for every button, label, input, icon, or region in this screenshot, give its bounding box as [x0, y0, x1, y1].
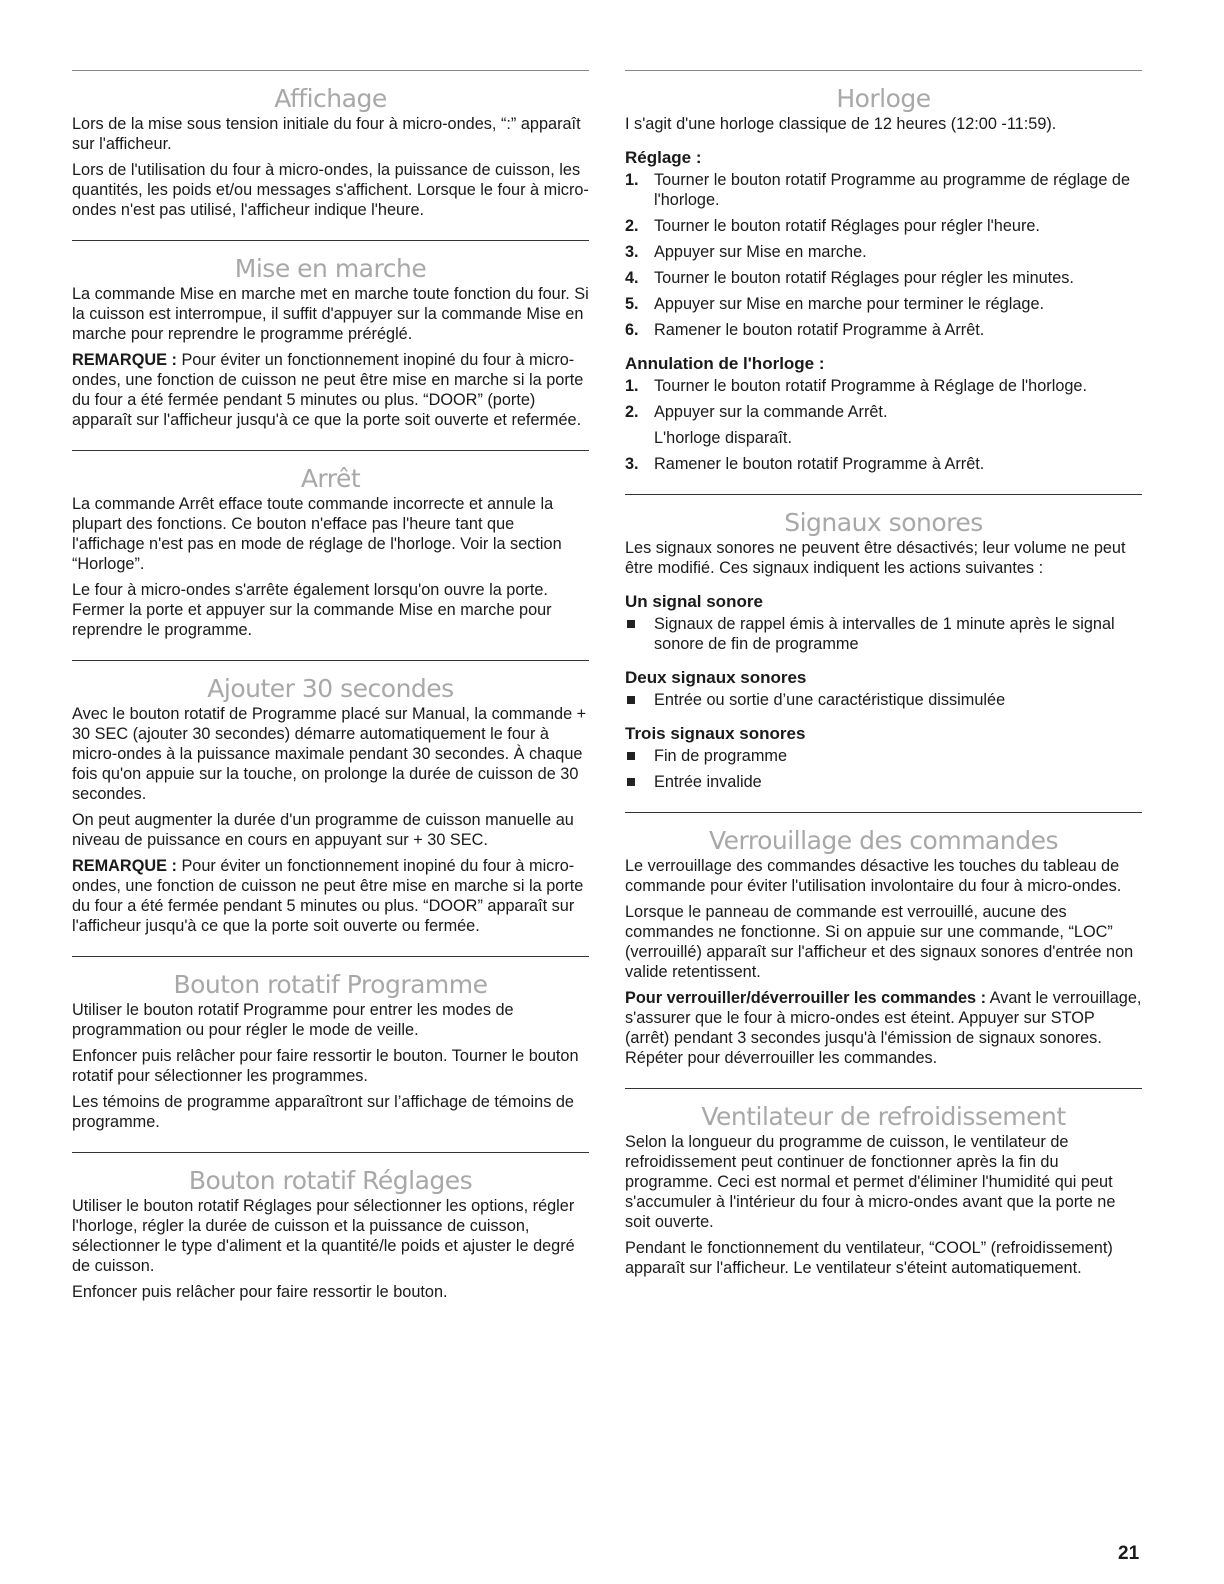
step-number: 6. — [625, 321, 639, 339]
bullet-text: Entrée invalide — [654, 773, 762, 791]
step-text: Tourner le bouton rotatif Réglages pour régler les minutes. — [654, 269, 1074, 287]
step-text: Appuyer sur la commande Arrêt. — [654, 403, 888, 421]
step-number: 4. — [625, 269, 639, 287]
section-title: Ajouter 30 secondes — [207, 674, 454, 703]
step-text: Tourner le bouton rotatif Programme au programme de réglage de l'horloge. — [654, 171, 1131, 209]
step-number: 2. — [625, 217, 639, 235]
numbered-step — [625, 170, 1142, 210]
bullet-item — [625, 746, 1142, 766]
paragraph: Lorsque le panneau de commande est verrouillé, aucune des commandes ne fonctionne. Si on appuie sur une commande, “LOC” (verrouillé) apparaît sur l'afficheur et des signaux sonores d'entrée non valide retentissent. — [625, 903, 1134, 981]
paragraph: Avec le bouton rotatif de Programme placé sur Manual, la commande + 30 SEC (ajouter 30 secondes) démarre automatiquement le four à micro-ondes à la puissance maximale pendant 30 secondes. À chaque fois qu'on appuie sur la touche, on prolonge la durée de cuisson de 30 secondes. — [72, 705, 587, 803]
step-number: 3. — [625, 455, 639, 473]
section-arret — [72, 450, 589, 660]
numbered-step — [625, 216, 1142, 236]
left-column — [72, 70, 589, 1322]
bullet-text: Signaux de rappel émis à intervalles de 1 minute après le signal sonore de fin de programme — [654, 615, 1115, 653]
paragraph: La commande Mise en marche met en marche toute fonction du four. Si la cuisson est interrompue, il suffit d'appuyer sur la commande Mise en marche pour reprendre le programme préréglé. — [72, 285, 589, 343]
section-title: Bouton rotatif Programme — [173, 970, 488, 999]
section-mise-en-marche — [72, 240, 589, 450]
section-title: Affichage — [274, 84, 387, 113]
note-paragraph — [72, 350, 589, 430]
paragraph: Selon la longueur du programme de cuisson, le ventilateur de refroidissement peut continuer de fonctionner après la fin du programme. Ceci est normal et permet d'éliminer l'humidité qui peut s'accumuler à l'intérieur du four à micro-ondes avant que la porte ne soit ouverte. — [625, 1133, 1116, 1231]
numbered-step — [625, 454, 1142, 474]
paragraph: I s'agit d'une horloge classique de 12 heures (12:00 -11:59). — [625, 115, 1057, 133]
paragraph: Utiliser le bouton rotatif Programme pour entrer les modes de programmation ou pour régler le mode de veille. — [72, 1001, 514, 1039]
paragraph: Utiliser le bouton rotatif Réglages pour sélectionner les options, régler l'horloge, régler la durée de cuisson et la puissance de cuisson, sélectionner le type d'aliment et la quantité/le poids et ajuster le degré de cuisson. — [72, 1197, 575, 1275]
bullet-item — [625, 690, 1142, 710]
note-label: Pour verrouiller/déverrouiller les commandes : — [625, 989, 987, 1007]
paragraph: Les signaux sonores ne peuvent être désactivés; leur volume ne peut être modifié. Ces signaux indiquent les actions suivantes : — [625, 539, 1126, 577]
subheading: Trois signaux sonores — [625, 724, 806, 743]
paragraph: Lors de la mise sous tension initiale du four à micro-ondes, “:” apparaît sur l'afficheur. — [72, 115, 581, 153]
step-text: Tourner le bouton rotatif Programme à Réglage de l'horloge. — [654, 377, 1088, 395]
step-text: Appuyer sur Mise en marche pour terminer le réglage. — [654, 295, 1045, 313]
numbered-step — [625, 376, 1142, 396]
section-verrouillage-des-commandes — [625, 812, 1142, 1088]
step-text: Tourner le bouton rotatif Réglages pour régler l'heure. — [654, 217, 1040, 235]
section-title: Ventilateur de refroidissement — [701, 1102, 1066, 1131]
numbered-step — [625, 268, 1142, 288]
section-title: Bouton rotatif Réglages — [188, 1166, 473, 1195]
paragraph: Pendant le fonctionnement du ventilateur, “COOL” (refroidissement) apparaît sur l'afficheur. Le ventilateur s'éteint automatiquement. — [625, 1239, 1113, 1277]
paragraph: Enfoncer puis relâcher pour faire ressortir le bouton. Tourner le bouton rotatif pour sélectionner les programmes. — [72, 1047, 579, 1085]
paragraph: Enfoncer puis relâcher pour faire ressortir le bouton. — [72, 1283, 448, 1301]
bullet-item — [625, 614, 1142, 654]
section-signaux-sonores — [625, 494, 1142, 812]
paragraph: On peut augmenter la durée d'un programme de cuisson manuelle au niveau de puissance en cours en appuyant sur + 30 SEC. — [72, 811, 574, 849]
note-label: REMARQUE : — [72, 857, 177, 875]
square-bullet-icon — [625, 690, 654, 710]
section-affichage — [72, 70, 589, 240]
square-bullet-icon — [625, 614, 654, 654]
step-number: 3. — [625, 243, 639, 261]
note-text: Pour éviter un fonctionnement inopiné du four à micro-ondes, une fonction de cuisson ne peut être mise en marche si la porte du four a été fermée pendant 5 minutes ou plus. “DOOR” (porte) apparaît sur l'afficheur jusqu'à ce que la porte soit ouverte et refermée. — [72, 351, 584, 429]
note-text: Pour éviter un fonctionnement inopiné du four à micro-ondes, une fonction de cuisson ne peut être mise en marche si la porte du four a été fermée pendant 5 minutes ou plus. “DOOR” apparaît sur l'afficheur jusqu'à ce que la porte soit ouverte ou fermée. — [72, 857, 584, 935]
step-number: 1. — [625, 171, 639, 189]
bullet-item — [625, 772, 1142, 792]
paragraph: Lors de l'utilisation du four à micro-ondes, la puissance de cuisson, les quantités, les poids et/ou messages s'affichent. Lorsque le four à micro-ondes n'est pas utilisé, l'afficheur indique l'heure. — [72, 161, 589, 219]
section-title: Verrouillage des commandes — [708, 826, 1058, 855]
subheading: Annulation de l'horloge : — [625, 354, 825, 373]
paragraph: La commande Arrêt efface toute commande incorrecte et annule la plupart des fonctions. Ce bouton n'efface pas l'heure tant que l'affichage n'est pas en mode de réglage de l'horloge. Voir la section “Horloge”. — [72, 495, 562, 573]
indented-note: L'horloge disparaît. — [654, 429, 792, 447]
section-title: Horloge — [836, 84, 931, 113]
note-label: REMARQUE : — [72, 351, 177, 369]
subheading: Deux signaux sonores — [625, 668, 807, 687]
paragraph: Le verrouillage des commandes désactive les touches du tableau de commande pour éviter l'utilisation involontaire du four à micro-ondes. — [625, 857, 1122, 895]
section-title: Arrêt — [300, 464, 361, 493]
step-text: Ramener le bouton rotatif Programme à Arrêt. — [654, 321, 985, 339]
paragraph: Les témoins de programme apparaîtront sur l’affichage de témoins de programme. — [72, 1093, 574, 1131]
step-text: Ramener le bouton rotatif Programme à Arrêt. — [654, 455, 985, 473]
numbered-step — [625, 402, 1142, 422]
section-horloge — [625, 70, 1142, 494]
section-bouton-rotatif-programme — [72, 956, 589, 1152]
paragraph: Le four à micro-ondes s'arrête également lorsqu'on ouvre la porte. Fermer la porte et appuyer sur la commande Mise en marche pour reprendre le programme. — [72, 581, 552, 639]
section-title: Signaux sonores — [784, 508, 983, 537]
note-paragraph — [625, 988, 1142, 1068]
subheading: Réglage : — [625, 148, 702, 167]
subheading: Un signal sonore — [625, 592, 763, 611]
step-number: 2. — [625, 403, 639, 421]
square-bullet-icon — [625, 746, 654, 766]
square-bullet-icon — [625, 772, 654, 792]
note-paragraph — [72, 856, 589, 936]
note-text: Avant le verrouillage, s'assurer que le four à micro-ondes est éteint. Appuyer sur STOP (arrêt) pendant 3 secondes jusqu'à l'émission de signaux sonores. Répéter pour déverrouiller les commandes. — [625, 989, 1142, 1067]
right-column — [625, 70, 1142, 1298]
numbered-step — [625, 242, 1142, 262]
bullet-text: Fin de programme — [654, 747, 788, 765]
bullet-text: Entrée ou sortie d’une caractéristique dissimulée — [654, 691, 1006, 709]
step-text: Appuyer sur Mise en marche. — [654, 243, 867, 261]
section-ajouter-30-secondes — [72, 660, 589, 956]
step-number: 5. — [625, 295, 639, 313]
section-title: Mise en marche — [234, 254, 427, 283]
numbered-step — [625, 294, 1142, 314]
step-number: 1. — [625, 377, 639, 395]
section-bouton-rotatif-reglages — [72, 1152, 589, 1322]
section-ventilateur-de-refroidissement — [625, 1088, 1142, 1298]
numbered-step — [625, 320, 1142, 340]
page-number: 21 — [1118, 1543, 1140, 1564]
